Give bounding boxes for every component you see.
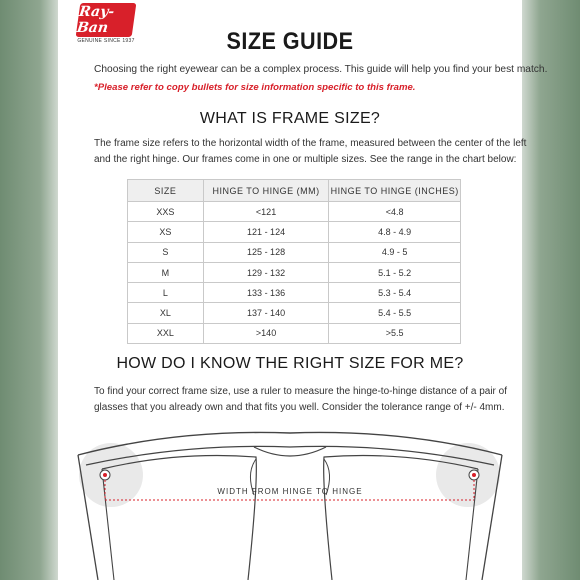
table-row — [128, 262, 461, 282]
intro-text: Choosing the right eyewear can be a complex process. This guide will help you find your best match. — [94, 64, 548, 75]
left-hinge-dot — [103, 473, 107, 477]
cell-mm: 129 - 132 — [203, 262, 329, 282]
right-hinge-dot — [472, 473, 476, 477]
cell-mm: 133 - 136 — [203, 283, 329, 303]
header-mm: HINGE TO HINGE (MM) — [203, 180, 329, 202]
table-row — [128, 202, 461, 222]
logo-tagline: GENUINE SINCE 1937 — [77, 38, 135, 44]
right-size-line-1: To find your correct frame size, use a ruler to measure the hinge-to-hinge distance of a pair of — [94, 386, 507, 397]
cell-mm: 121 - 124 — [203, 222, 329, 242]
cell-inches: 5.1 - 5.2 — [329, 262, 461, 282]
cell-size: M — [128, 262, 204, 282]
cell-size: L — [128, 283, 204, 303]
glasses-frame-icon — [58, 425, 522, 580]
cell-mm: <121 — [203, 202, 329, 222]
cell-inches: >5.5 — [329, 323, 461, 343]
cell-inches: 4.9 - 5 — [329, 242, 461, 262]
cell-inches: 5.4 - 5.5 — [329, 303, 461, 323]
frame-size-heading: WHAT IS FRAME SIZE? — [199, 110, 381, 127]
header-inches: HINGE TO HINGE (INCHES) — [329, 180, 461, 202]
frame-size-description — [94, 136, 526, 168]
frame-size-line-2: and the right hinge. Our frames come in one or multiple sizes. See the range in the chart below: — [94, 154, 517, 165]
right-size-heading: HOW DO I KNOW THE RIGHT SIZE FOR ME? — [116, 355, 464, 372]
size-table-header — [128, 180, 461, 202]
cell-mm: >140 — [203, 323, 329, 343]
table-row — [128, 283, 461, 303]
cell-mm: 137 - 140 — [203, 303, 329, 323]
page-title: SIZE GUIDE — [226, 28, 354, 55]
cell-size: XXS — [128, 202, 204, 222]
measurement-caption: WIDTH FROM HINGE TO HINGE — [217, 487, 363, 496]
cell-inches: <4.8 — [329, 202, 461, 222]
table-row — [128, 222, 461, 242]
table-row — [128, 303, 461, 323]
right-size-line-2: glasses that you already own and that fits you well. Consider the tolerance range of +/- 4mm. — [94, 402, 505, 413]
cell-size: XXL — [128, 323, 204, 343]
cell-size: XL — [128, 303, 204, 323]
size-note: *Please refer to copy bullets for size information specific to this frame. — [94, 82, 416, 93]
table-row — [128, 242, 461, 262]
logo-badge: Ray-Ban — [76, 3, 137, 37]
header-size: SIZE — [128, 180, 204, 202]
cell-inches: 5.3 - 5.4 — [329, 283, 461, 303]
right-size-description — [94, 384, 507, 416]
frame-size-line-1: The frame size refers to the horizontal width of the frame, measured between the center of the left — [94, 138, 527, 149]
table-row — [128, 323, 461, 343]
frame-bridge — [254, 447, 326, 456]
frame-top-bar — [78, 432, 502, 455]
cell-mm: 125 - 128 — [203, 242, 329, 262]
size-table — [127, 179, 461, 344]
cell-size: S — [128, 242, 204, 262]
cell-inches: 4.8 - 4.9 — [329, 222, 461, 242]
cell-size: XS — [128, 222, 204, 242]
